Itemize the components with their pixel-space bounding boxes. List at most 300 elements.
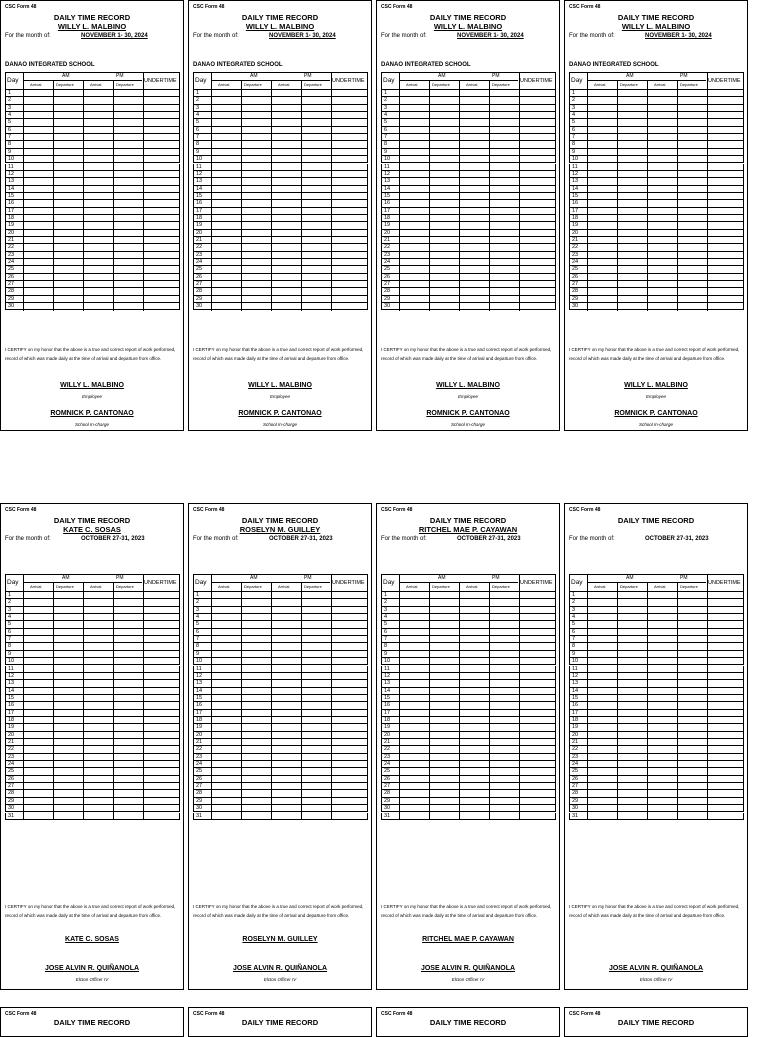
day-number: 22 [8,746,15,753]
day-number: 5 [572,119,576,126]
day-number: 5 [196,119,200,126]
day-number: 15 [8,694,15,701]
day-row [193,666,368,673]
day-number: 3 [384,606,388,613]
day-header: Day [383,77,395,84]
column-divider [301,582,302,820]
column-divider [23,574,24,820]
day-row [381,303,556,310]
day-row [5,141,180,148]
day-row [5,105,180,112]
day-number: 29 [196,295,203,302]
day-number: 12 [384,672,391,679]
day-number: 1 [384,90,388,96]
day-number: 30 [8,805,15,812]
day-number: 19 [8,222,15,229]
certification-text: I CERTIFY on my honor that the above is a true and correct report of work performed, record of which was made daily at the time of arrival and departure from office. [5,904,176,918]
day-number: 1 [572,592,576,598]
am-departure-header: Departure [432,82,450,87]
column-divider [489,80,490,311]
day-number: 31 [196,812,203,819]
day-row [569,798,744,805]
day-row [193,178,368,185]
day-number: 3 [8,606,12,613]
day-number: 26 [196,775,203,782]
dtr-card-3-1 [0,1007,184,1037]
day-row [381,680,556,687]
day-row [193,274,368,281]
form-label: CSC Form 48 [5,4,37,10]
day-number: 21 [8,739,15,745]
day-row [5,97,180,104]
day-number: 15 [196,694,203,701]
day-number: 25 [8,266,15,273]
day-number: 2 [572,97,576,104]
form-label: CSC Form 48 [5,1011,37,1017]
column-divider [489,582,490,820]
day-number: 16 [8,200,15,207]
day-number: 30 [572,303,579,310]
day-number: 14 [384,687,391,694]
day-number: 12 [572,170,579,177]
employee-role: Employee [269,394,290,399]
day-row [5,643,180,650]
day-number: 23 [572,753,579,760]
day-number: 30 [8,303,15,310]
day-row [193,607,368,614]
day-row [569,717,744,724]
day-row [193,768,368,775]
column-divider [429,80,430,311]
day-number: 22 [384,746,391,753]
employee-name: ROSELYN M. GUILLEY [239,525,321,534]
day-row [569,673,744,680]
employee-signature: RITCHEL MAE P. CAYAWAN [422,936,514,943]
day-number: 28 [384,790,391,797]
undertime-header: UNDERTIME [708,580,741,586]
dtr-card-1-3 [376,0,560,431]
day-row [193,629,368,636]
day-number: 2 [384,97,388,104]
day-row [193,761,368,768]
day-number: 24 [196,259,203,266]
am-header: AM [626,73,634,79]
column-divider [211,72,212,311]
day-row [569,680,744,687]
day-number: 1 [196,592,200,598]
day-row [193,695,368,702]
day-row [193,776,368,783]
employee-role: Employee [645,394,666,399]
day-header: Day [195,579,207,586]
pm-departure-header: Departure [680,584,698,589]
day-header: Day [7,579,19,586]
am-arrival-header: Arrival [30,584,42,589]
am-departure-header: Departure [244,82,262,87]
day-number: 31 [8,812,15,819]
day-row [5,259,180,266]
day-row [569,666,744,673]
day-number: 26 [572,273,579,280]
day-number: 16 [8,702,15,709]
day-header: Day [383,579,395,586]
day-row [381,200,556,207]
column-divider [707,574,708,820]
day-row [569,746,744,753]
day-number: 3 [8,104,12,111]
am-arrival-header: Arrival [30,82,42,87]
day-number: 28 [572,288,579,295]
day-row [5,119,180,126]
day-row [381,695,556,702]
day-row [569,754,744,761]
dtr-title: DAILY TIME RECORD [241,13,319,22]
day-number: 21 [384,739,391,745]
pm-arrival-header: Arrival [654,584,666,589]
day-row [381,790,556,797]
day-row [5,296,180,303]
dtr-title: DAILY TIME RECORD [617,516,695,525]
day-row [5,790,180,797]
grid-header [569,574,744,592]
day-number: 19 [572,222,579,229]
day-number: 9 [572,148,576,155]
column-divider [331,574,332,820]
day-row [569,237,744,244]
day-number: 30 [196,303,203,310]
am-header: AM [438,575,446,581]
day-row [381,673,556,680]
day-row [5,717,180,724]
day-row [381,97,556,104]
dtr-card-3-4 [564,1007,748,1037]
day-number: 7 [196,636,200,643]
day-row [193,112,368,119]
employee-signature: WILLY L. MALBINO [60,382,124,389]
day-number: 21 [572,739,579,745]
day-row [381,149,556,156]
day-header: Day [571,579,583,586]
day-number: 29 [384,295,391,302]
day-row [569,783,744,790]
day-row [5,112,180,119]
day-row [569,222,744,229]
day-number: 17 [196,207,203,214]
day-row [569,105,744,112]
day-number: 2 [572,599,576,606]
day-number: 3 [196,606,200,613]
day-number: 20 [384,229,391,236]
day-row [193,222,368,229]
pm-header: PM [492,73,500,79]
day-number: 13 [196,680,203,687]
day-number: 10 [384,658,391,665]
day-number: 28 [384,288,391,295]
day-number: 25 [196,768,203,775]
day-number: 3 [572,104,576,111]
day-number: 20 [196,229,203,236]
day-number: 15 [572,192,579,199]
form-label: CSC Form 48 [569,507,601,513]
undertime-header: UNDERTIME [332,78,365,84]
day-number: 29 [572,295,579,302]
am-arrival-header: Arrival [218,82,230,87]
day-number: 28 [8,288,15,295]
day-number: 2 [196,97,200,104]
day-row [5,599,180,606]
day-row [5,666,180,673]
day-row [193,710,368,717]
day-number: 6 [384,628,388,635]
day-row [569,178,744,185]
day-number: 24 [572,761,579,768]
am-departure-header: Departure [432,584,450,589]
day-row [193,164,368,171]
day-row [193,658,368,665]
day-number: 26 [8,775,15,782]
day-row [5,200,180,207]
day-row [381,281,556,288]
day-row [381,813,556,820]
dtr-card-1-1 [0,0,184,431]
undertime-header: UNDERTIME [520,78,553,84]
pm-departure-header: Departure [116,82,134,87]
day-row [193,252,368,259]
am-header: AM [250,575,258,581]
day-row [381,208,556,215]
am-arrival-header: Arrival [406,584,418,589]
day-number: 8 [8,141,12,148]
day-number: 17 [384,207,391,214]
day-number: 17 [196,709,203,716]
day-row [381,105,556,112]
pm-header: PM [304,575,312,581]
day-number: 13 [572,178,579,185]
month-label: For the month of: [569,536,615,542]
day-number: 7 [384,134,388,141]
dtr-card-2-1 [0,503,184,990]
am-departure-header: Departure [56,584,74,589]
day-row [381,266,556,273]
month-value: NOVEMBER 1- 30, 2024 [81,33,148,39]
day-row [193,621,368,628]
time-grid [193,574,368,820]
day-number: 30 [572,805,579,812]
employee-name: KATE C. SOSAS [63,525,121,534]
day-number: 15 [572,694,579,701]
day-row [569,805,744,812]
form-label: CSC Form 48 [381,4,413,10]
day-row [381,134,556,141]
time-grid [193,72,368,311]
day-row [193,141,368,148]
day-row [569,149,744,156]
day-row [569,636,744,643]
employee-name: WILLY L. MALBINO [433,22,503,31]
day-number: 8 [196,141,200,148]
day-row [5,695,180,702]
day-row [5,171,180,178]
pm-arrival-header: Arrival [278,584,290,589]
dtr-card-2-3 [376,503,560,990]
day-row [381,259,556,266]
month-value: NOVEMBER 1- 30, 2024 [269,33,336,39]
day-number: 4 [8,112,12,119]
head-signature: JOSE ALVIN R. QUIÑANOLA [232,965,328,972]
day-number: 22 [196,746,203,753]
day-row [5,710,180,717]
day-number: 28 [196,288,203,295]
day-number: 9 [8,650,12,657]
day-number: 6 [572,126,576,133]
day-row [381,702,556,709]
day-header: Day [7,77,19,84]
day-number: 22 [572,244,579,251]
month-label: For the month of: [193,536,239,542]
day-number: 27 [384,783,391,790]
month-label: For the month of: [381,33,427,39]
employee-role: Employee [457,394,478,399]
column-divider [143,72,144,311]
day-number: 19 [196,222,203,229]
dtr-title: DAILY TIME RECORD [429,516,507,525]
day-number: 29 [196,797,203,804]
day-row [193,673,368,680]
pm-departure-header: Departure [492,584,510,589]
day-number: 25 [196,266,203,273]
day-row [193,724,368,731]
day-row [381,119,556,126]
day-row [5,680,180,687]
day-row [5,636,180,643]
day-number: 7 [572,134,576,141]
day-number: 14 [196,185,203,192]
day-row [569,629,744,636]
day-row [5,178,180,185]
column-divider [587,72,588,311]
day-number: 22 [196,244,203,251]
day-row [381,629,556,636]
day-row [569,724,744,731]
time-grid [381,72,556,311]
am-departure-header: Departure [56,82,74,87]
day-row [5,266,180,273]
day-number: 4 [572,112,576,119]
dtr-card-3-3 [376,1007,560,1037]
employee-signature: WILLY L. MALBINO [436,382,500,389]
day-number: 11 [572,163,578,170]
head-role: School In-charge [638,422,674,427]
day-number: 31 [572,812,579,819]
day-number: 10 [572,658,579,665]
day-number: 25 [572,768,579,775]
school-name: DANAO INTEGRATED SCHOOL [569,62,659,68]
day-row [5,303,180,310]
day-row [193,754,368,761]
day-row [381,90,556,97]
month-label: For the month of: [5,33,51,39]
day-number: 23 [8,753,15,760]
day-number: 24 [196,761,203,768]
am-arrival-header: Arrival [218,584,230,589]
undertime-header: UNDERTIME [144,78,177,84]
am-departure-header: Departure [620,82,638,87]
day-row [5,629,180,636]
undertime-header: UNDERTIME [708,78,741,84]
day-row [5,281,180,288]
day-row [569,621,744,628]
grid-header [5,72,180,90]
day-number: 30 [196,805,203,812]
day-row [193,636,368,643]
day-number: 7 [384,636,388,643]
day-row [193,813,368,820]
head-signature: ROMNICK P. CANTONAO [238,410,322,417]
day-number: 26 [384,775,391,782]
day-number: 10 [196,658,203,665]
form-label: CSC Form 48 [193,1011,225,1017]
day-row [569,119,744,126]
column-divider [707,72,708,311]
day-number: 18 [196,214,203,221]
day-row [193,208,368,215]
day-number: 28 [196,790,203,797]
column-divider [617,582,618,820]
day-number: 6 [384,126,388,133]
day-row [5,127,180,134]
pm-arrival-header: Arrival [466,584,478,589]
day-number: 6 [8,126,12,133]
day-number: 20 [196,731,203,738]
head-signature: JOSE ALVIN R. QUIÑANOLA [44,965,140,972]
employee-name: WILLY L. MALBINO [57,22,127,31]
school-name: DANAO INTEGRATED SCHOOL [5,62,95,68]
grid-header [381,72,556,90]
day-number: 27 [196,281,203,288]
day-number: 10 [196,156,203,163]
day-number: 12 [8,672,15,679]
day-row [193,599,368,606]
day-number: 26 [384,273,391,280]
day-number: 1 [196,90,200,96]
column-divider [83,80,84,311]
day-number: 10 [8,658,15,665]
day-row [381,710,556,717]
day-number: 21 [572,237,579,243]
day-number: 6 [572,628,576,635]
day-row [569,200,744,207]
column-divider [83,582,84,820]
day-number: 20 [572,229,579,236]
day-row [5,658,180,665]
am-header: AM [62,575,70,581]
day-row [381,592,556,599]
column-divider [399,574,400,820]
day-row [381,636,556,643]
day-row [5,761,180,768]
day-number: 29 [572,797,579,804]
day-row [5,208,180,215]
pm-arrival-header: Arrival [654,82,666,87]
day-number: 1 [8,90,12,96]
day-row [381,607,556,614]
day-row [193,783,368,790]
day-number: 29 [8,797,15,804]
pm-departure-header: Departure [116,584,134,589]
day-row [193,732,368,739]
day-row [193,592,368,599]
day-number: 12 [384,170,391,177]
